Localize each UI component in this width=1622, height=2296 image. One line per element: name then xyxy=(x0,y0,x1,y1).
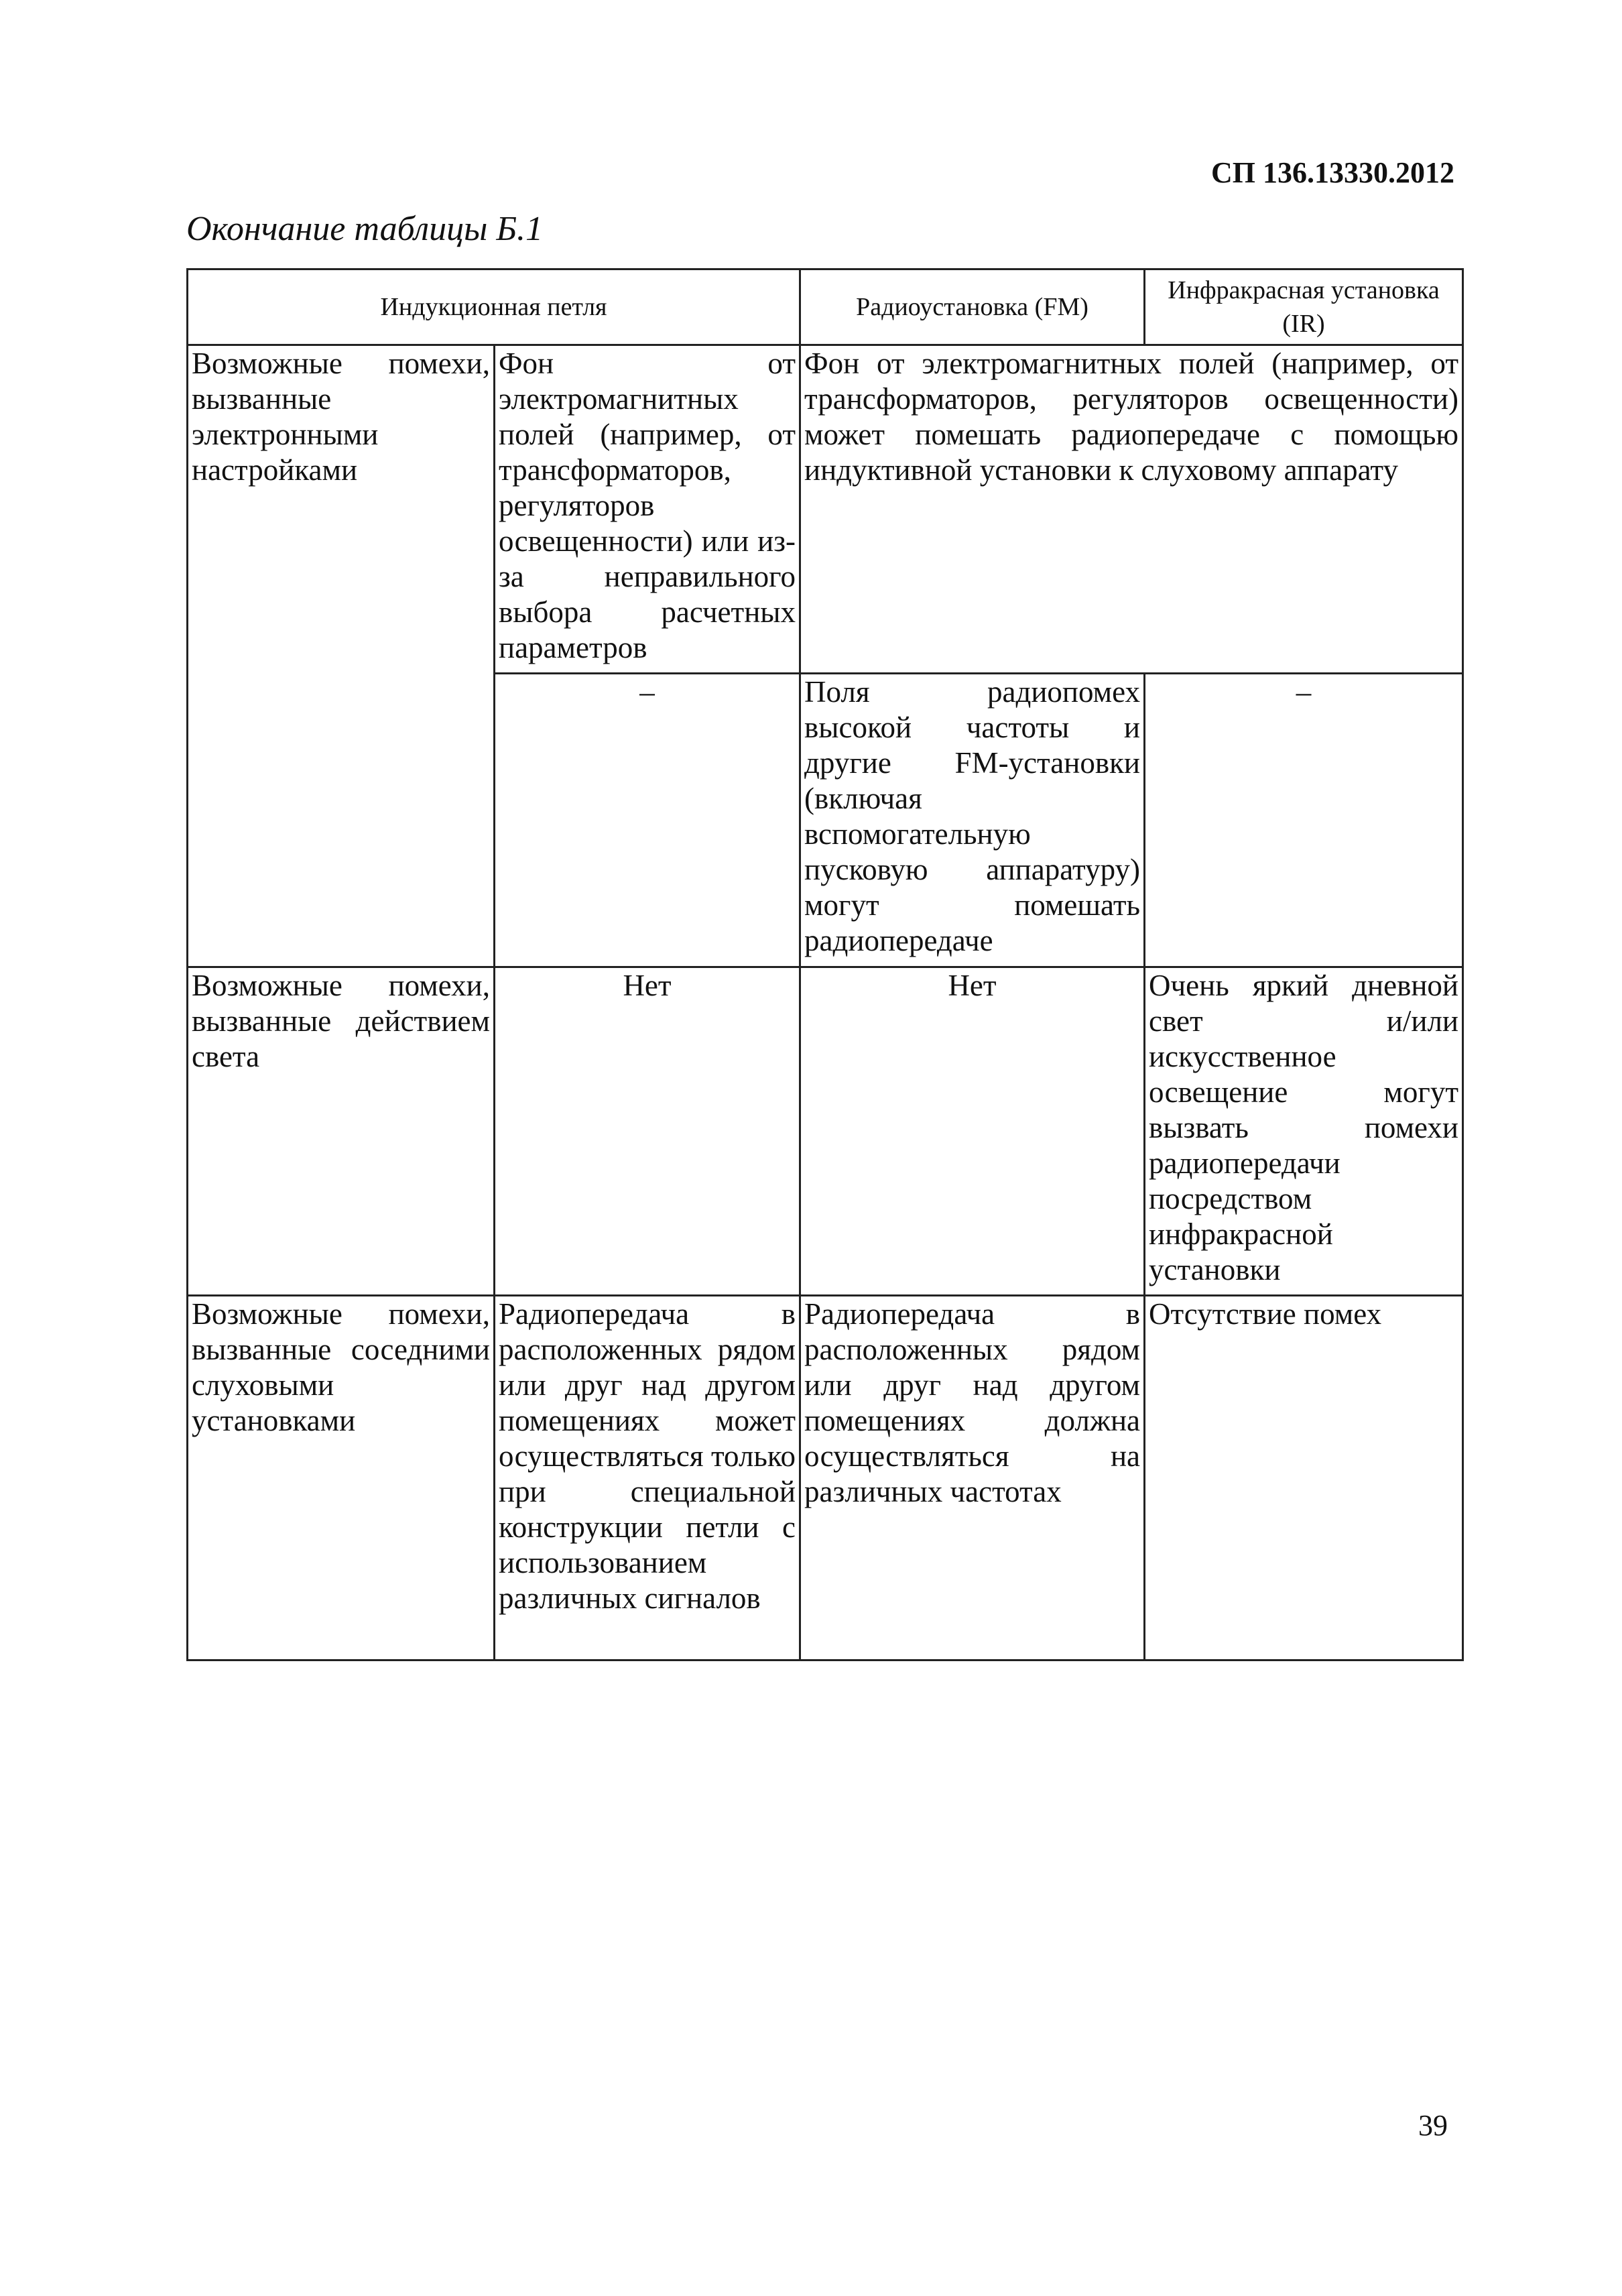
cell-fm-light: Нет xyxy=(800,967,1145,1296)
cell-loop-light: Нет xyxy=(495,967,800,1296)
header-infrared-ir: Инфракрасная установка (IR) xyxy=(1145,269,1463,345)
table-header-row xyxy=(188,269,1463,345)
table-row xyxy=(188,1296,1463,1660)
table-caption: Окончание таблицы Б.1 xyxy=(186,210,543,248)
cell-ir-neighbor: Отсутствие помех xyxy=(1145,1296,1463,1660)
cell-fm-neighbor: Радиопередача в расположенных рядом или друг над другом помещениях должна осуществляться на различных частотах xyxy=(800,1296,1145,1660)
cell-loop-electronic: Фон от электромагнитных полей (например, от трансформаторов, регуляторов освещенности) или из-за неправильного выбора расчетных параметров xyxy=(495,345,800,674)
row-label-light: Возможные помехи, вызванные действием света xyxy=(188,967,495,1296)
cell-fm-ir-electronic: Фон от электромагнитных полей (например, от трансформаторов, регуляторов освещенности) может помешать радиопередаче с помощью индуктивной установки к слуховому аппарату xyxy=(800,345,1463,674)
comparison-table xyxy=(186,268,1464,1661)
table-row xyxy=(188,345,1463,674)
table-row xyxy=(188,967,1463,1296)
cell-loop-neighbor: Радиопередача в расположенных рядом или друг над другом помещениях может осуществляться только при специальной конструкции петли с использованием различных сигналов xyxy=(495,1296,800,1660)
row-label-electronic: Возможные помехи, вызванные электронными настройками xyxy=(188,345,495,967)
cell-fm-rf: Поля радиопомех высокой частоты и другие FM-установки (включая вспомогательную пусковую аппаратуру) могут помешать радиопередаче xyxy=(800,674,1145,967)
document-code: СП 136.13330.2012 xyxy=(1211,156,1454,189)
page-number: 39 xyxy=(1418,2109,1448,2142)
cell-ir-rf: – xyxy=(1145,674,1463,967)
cell-ir-light: Очень яркий дневной свет и/или искусственное освещение могут вызвать помехи радиопередачи посредством инфракрасной установки xyxy=(1145,967,1463,1296)
row-label-neighbor: Возможные помехи, вызванные соседними слуховыми установками xyxy=(188,1296,495,1660)
header-radio-fm: Радиоустановка (FM) xyxy=(800,269,1145,345)
header-induction-loop: Индукционная петля xyxy=(188,269,800,345)
cell-loop-rf: – xyxy=(495,674,800,967)
